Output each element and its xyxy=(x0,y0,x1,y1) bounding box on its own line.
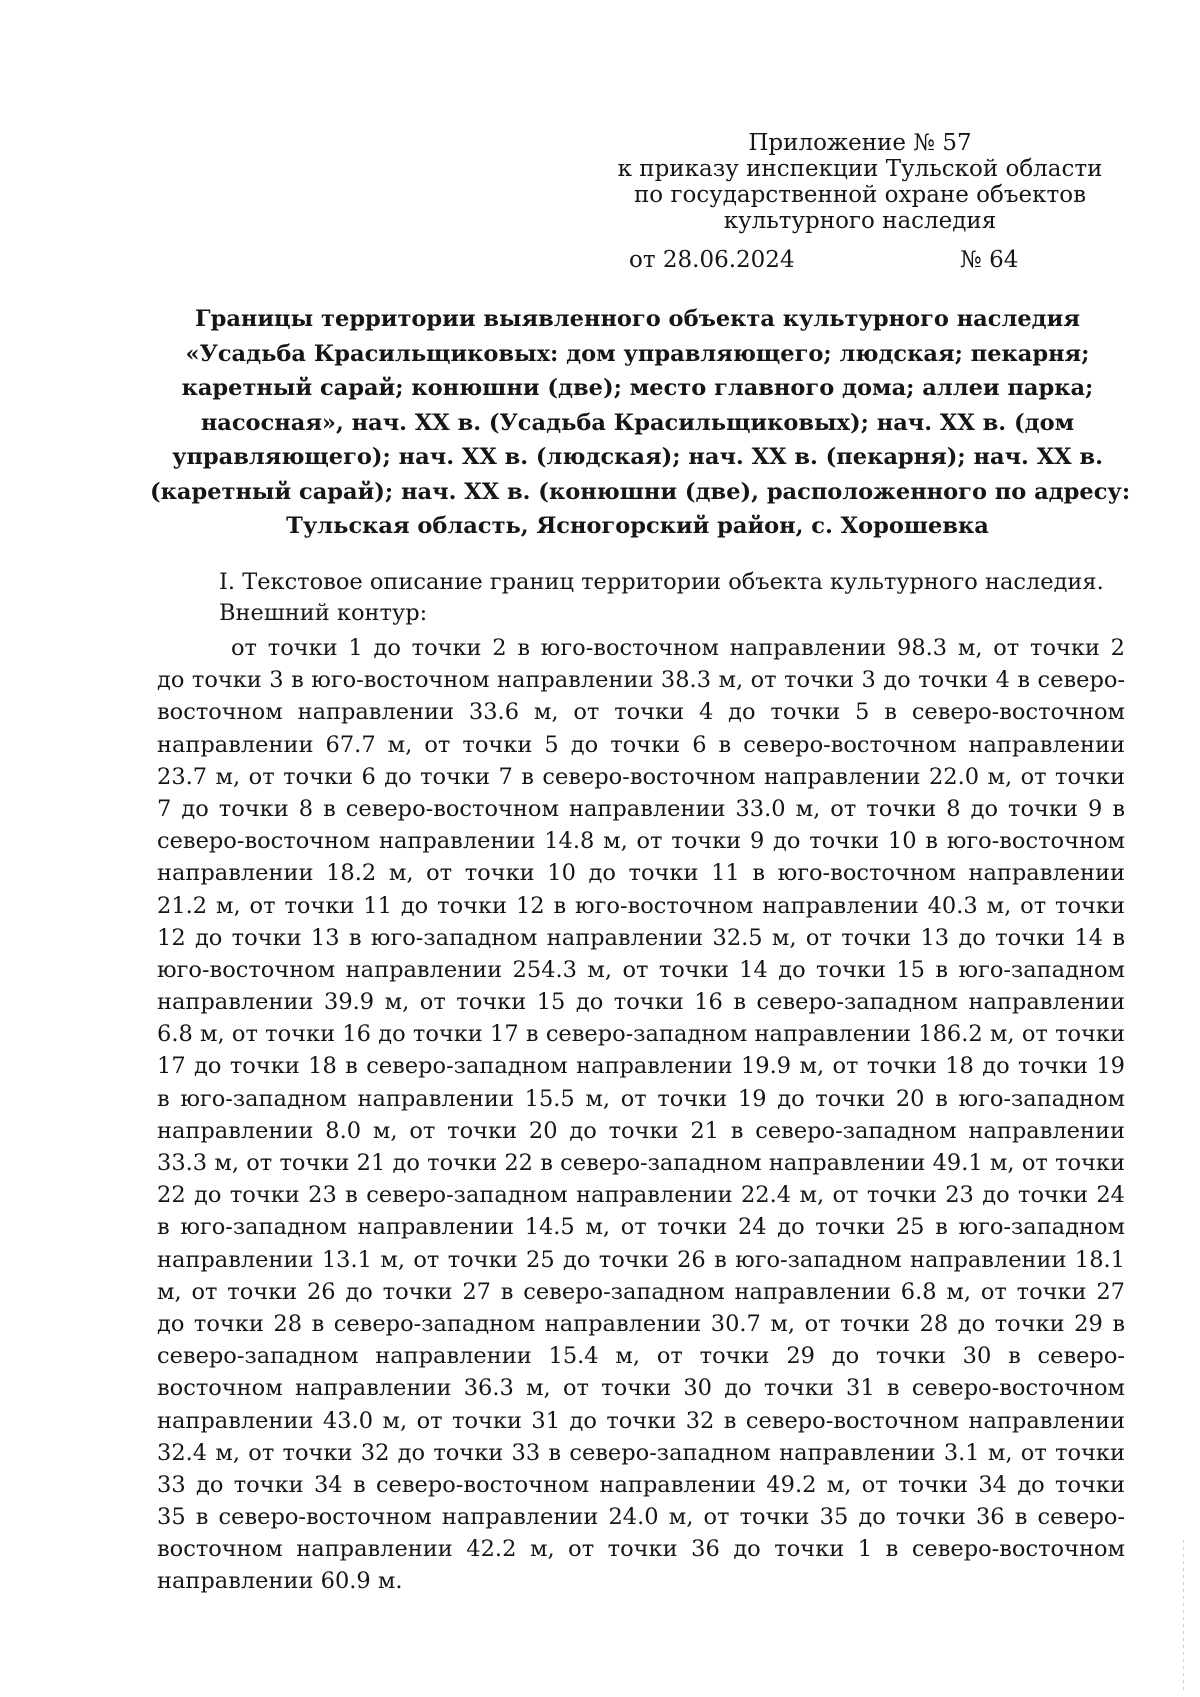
body-line: 6.8 м, от точки 16 до точки 17 в северо-западном направлении 186.2 м, от точки xyxy=(157,1021,1125,1048)
body-line: 33.3 м, от точки 21 до точки 22 в северо-западном направлении 49.1 м, от точки xyxy=(157,1150,1125,1176)
body-line: 12 до точки 13 в юго-западном направлении 32.5 м, от точки 13 до точки 14 в xyxy=(157,924,1125,951)
body-line: в юго-западном направлении 14.5 м, от точки 24 до точки 25 в юго-западном xyxy=(157,1214,1125,1241)
attachment-line: Приложение № 57 xyxy=(748,130,972,156)
body-line: 17 до точки 18 в северо-западном направлении 19.9 м, от точки 18 до точки 19 xyxy=(157,1053,1125,1080)
body-line: от точки 1 до точки 2 в юго-восточном направлении 98.3 м, от точки 2 xyxy=(231,635,1125,661)
body-line: до точки 3 в юго-восточном направлении 38.3 м, от точки 3 до точки 4 в северо- xyxy=(157,667,1125,694)
body-line: 22 до точки 23 в северо-западном направлении 22.4 м, от точки 23 до точки 24 xyxy=(157,1182,1125,1209)
body-line: северо-восточном направлении 14.8 м, от точки 9 до точки 10 в юго-восточном xyxy=(157,828,1125,855)
body-line: направлении 13.1 м, от точки 25 до точки 26 в юго-западном направлении 18.1 xyxy=(157,1246,1125,1273)
title-line: (каретный сарай); нач. XX в. (конюшни (две), расположенного по адресу: xyxy=(150,478,1131,505)
body-line: направлении 39.9 м, от точки 15 до точки 16 в северо-западном направлении xyxy=(157,989,1125,1016)
body-line: направлении 43.0 м, от точки 31 до точки 32 в северо-восточном направлении xyxy=(157,1407,1125,1434)
attachment-header xyxy=(590,130,1130,234)
body-line: северо-западном направлении 15.4 м, от точки 29 до точки 30 в северо- xyxy=(157,1343,1125,1370)
title-line: каретный сарай; конюшни (две); место главного дома; аллеи парка; xyxy=(181,375,1094,401)
contour-label: Внешний контур: xyxy=(219,600,428,626)
attachment-line: по государственной охране объектов xyxy=(633,182,1087,208)
body-line: направлении 18.2 м, от точки 10 до точки 11 в юго-восточном направлении xyxy=(157,860,1125,887)
body-line: 35 в северо-восточном направлении 24.0 м, от точки 35 до точки 36 в северо- xyxy=(157,1504,1125,1531)
order-number: № 64 xyxy=(960,247,1019,273)
attachment-line: культурного наследия xyxy=(723,208,997,234)
body-line: направлении 8.0 м, от точки 20 до точки 21 в северо-западном направлении xyxy=(157,1117,1125,1144)
body-line: восточном направлении 33.6 м, от точки 4 до точки 5 в северо-восточном xyxy=(157,699,1125,726)
document-title xyxy=(150,302,1131,544)
body-line: в юго-западном направлении 15.5 м, от точки 19 до точки 20 в юго-западном xyxy=(157,1085,1125,1112)
body-line: восточном направлении 36.3 м, от точки 30 до точки 31 в северо-восточном xyxy=(157,1375,1125,1402)
body-line: 7 до точки 8 в северо-восточном направлении 33.0 м, от точки 8 до точки 9 в xyxy=(157,795,1125,822)
body-line: 23.7 м, от точки 6 до точки 7 в северо-восточном направлении 22.0 м, от точки xyxy=(157,763,1125,790)
body-line: 21.2 м, от точки 11 до точки 12 в юго-восточном направлении 40.3 м, от точки xyxy=(157,892,1125,919)
section-heading: I. Текстовое описание границ территории объекта культурного наследия. xyxy=(219,569,1104,595)
scan-edge-artifact xyxy=(1183,1540,1184,1690)
body-line: направлении 60.9 м. xyxy=(157,1568,403,1595)
body-line: 33 до точки 34 в северо-восточном направлении 49.2 м, от точки 34 до точки xyxy=(157,1471,1125,1498)
order-date: от 28.06.2024 xyxy=(629,247,795,273)
title-line: насосная», нач. XX в. (Усадьба Красильщиковых); нач. XX в. (дом xyxy=(200,409,1075,436)
body-line: 32.4 м, от точки 32 до точки 33 в северо-западном направлении 3.1 м, от точки xyxy=(157,1439,1125,1466)
body-line: до точки 28 в северо-западном направлении 30.7 м, от точки 28 до точки 29 в xyxy=(157,1310,1125,1337)
body-line: восточном направлении 42.2 м, от точки 36 до точки 1 в северо-восточном xyxy=(157,1536,1125,1563)
title-line: Границы территории выявленного объекта культурного наследия xyxy=(195,306,1080,332)
title-line: «Усадьба Красильщиковых: дом управляющего; людская; пекарня; xyxy=(185,340,1090,367)
body-line: м, от точки 26 до точки 27 в северо-западном направлении 6.8 м, от точки 27 xyxy=(157,1278,1125,1305)
body-line: направлении 67.7 м, от точки 5 до точки 6 в северо-восточном направлении xyxy=(157,731,1125,758)
attachment-line: к приказу инспекции Тульской области xyxy=(617,156,1103,182)
title-line: Тульская область, Ясногорский район, с. Хорошевка xyxy=(286,513,989,539)
boundary-description xyxy=(157,632,1125,1598)
body-line: юго-восточном направлении 254.3 м, от точки 14 до точки 15 в юго-западном xyxy=(157,956,1125,983)
title-line: управляющего); нач. XX в. (людская); нач. XX в. (пекарня); нач. XX в. xyxy=(172,444,1103,470)
